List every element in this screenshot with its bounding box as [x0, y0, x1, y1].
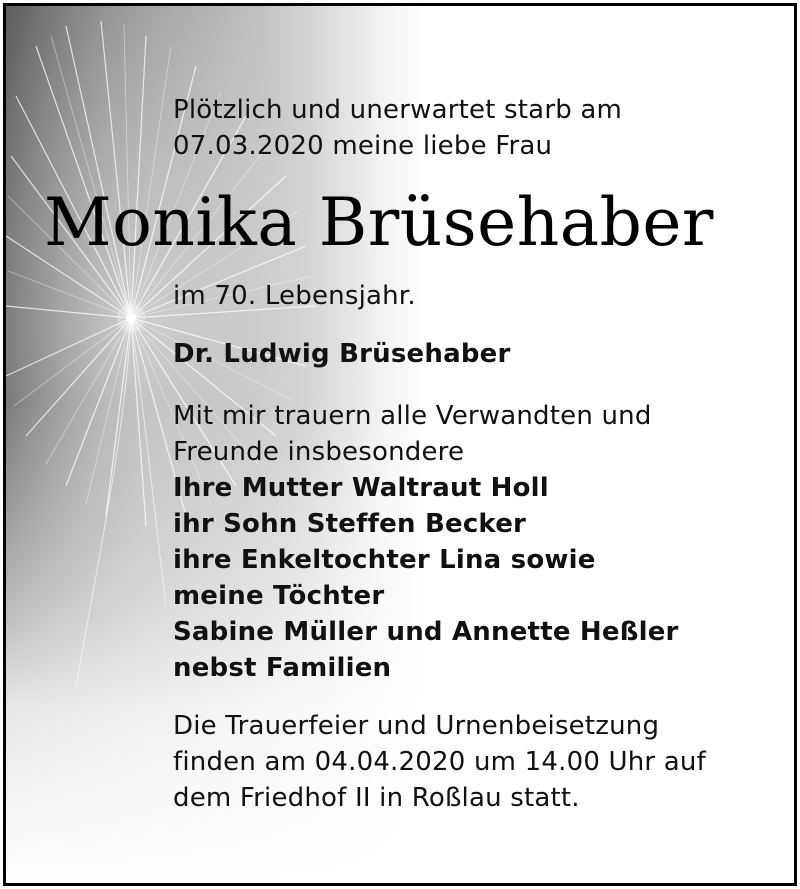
mourner-line: ihre Enkeltochter Lina sowie — [173, 545, 596, 575]
age-line: im 70. Lebensjahr. — [173, 281, 416, 311]
obituary-frame — [3, 3, 797, 886]
mourner-line: meine Töchter — [173, 581, 385, 611]
deceased-name: Monika Brüsehaber — [44, 184, 714, 261]
mourner-line: ihr Sohn Steffen Becker — [173, 509, 527, 539]
mourner-line: Sabine Müller und Annette Heßler — [173, 617, 679, 647]
funeral-line: dem Friedhof II in Roßlau statt. — [173, 783, 580, 813]
signer-name: Dr. Ludwig Brüsehaber — [173, 339, 511, 369]
funeral-line: finden am 04.04.2020 um 14.00 Uhr auf — [173, 747, 706, 777]
intro-line: 07.03.2020 meine liebe Frau — [173, 131, 553, 161]
funeral-line: Die Trauerfeier und Urnenbeisetzung — [173, 711, 660, 741]
mourners-intro-line: Mit mir trauern alle Verwandten und — [173, 401, 652, 431]
intro-line: Plötzlich und unerwartet starb am — [173, 95, 623, 125]
obituary-text — [6, 6, 794, 883]
mourners-intro-line: Freunde insbesondere — [173, 437, 465, 467]
mourner-line: nebst Familien — [173, 653, 392, 683]
mourner-line: Ihre Mutter Waltraut Holl — [173, 473, 549, 503]
